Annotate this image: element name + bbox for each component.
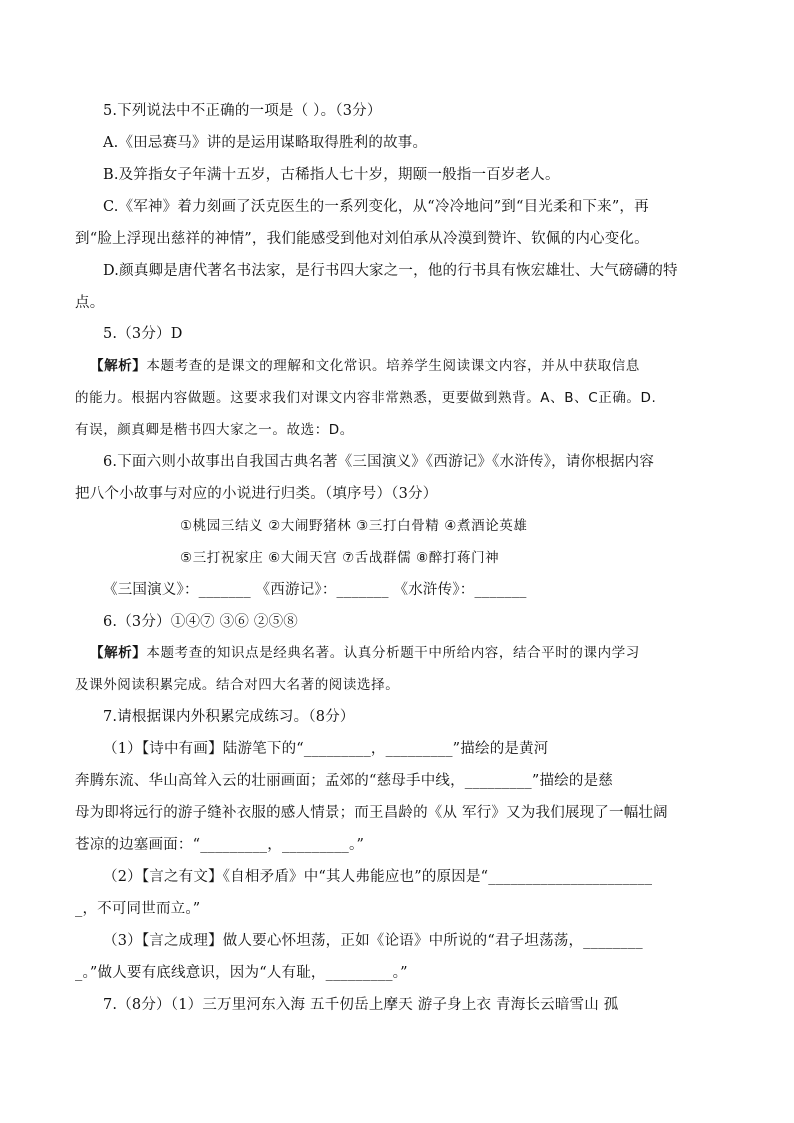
q7-part-1-line-3: 母为即将远行的游子缝补衣服的感人情景；而王昌龄的《从 军行》又为我们展现了一幅壮阔 [75,805,668,821]
q7-answer: 7.（8分）（1）三万里河东入海 五千仞岳上摩天 游子身上衣 青海长云暗雪山 孤 [103,997,619,1013]
question-7: 7.请根据课内外积累完成练习。（8分） [103,709,355,725]
q6-stories-row-1: ①桃园三结义 ②大闹野猪林 ③三打白骨精 ④煮酒论英雄 [180,518,528,534]
q6-analysis-line-1: 【解析】本题考查的知识点是经典名著。认真分析题干中所给内容，结合平时的课内学习 [90,645,640,661]
q7-part-1-line-1: （1）【诗中有画】陆游笔下的“_________，_________”描绘的是黄河 [103,741,549,757]
q5-option-a: A.《田忌赛马》讲的是运用谋略取得胜利的故事。 [103,135,428,151]
question-5: 5.下列说法中不正确的一项是（ ）。（3分） [103,103,382,119]
q6-answer: 6.（3分）①④⑦ ③⑥ ②⑤⑧ [103,614,298,630]
q7-part-3-line-2: _。”做人要有底线意识，因为“人有耻，_________。” [75,965,408,981]
q5-option-c-line-2: 到“脸上浮现出慈祥的神情”，我们能感受到他对刘伯承从冷漠到赞许、钦佩的内心变化。 [75,231,649,247]
q5-option-b: B.及笄指女子年满十五岁，古稀指人七十岁，期颐一般指一百岁老人。 [103,167,560,183]
q5-option-d-line-2: 点。 [75,295,105,311]
q7-part-2-line-2: _，不可同世而立。” [75,901,201,917]
q7-part-3-line-1: （3）【言之成理】做人要心怀坦荡，正如《论语》中所说的“君子坦荡荡，________ [103,933,643,949]
q5-analysis-line-3: 有误，颜真卿是楷书四大家之一。故选：D。 [75,422,354,438]
q5-analysis-line-2: 的能力。根据内容做题。这要求我们对课文内容非常熟悉，更要做到熟背。A、B、C正确。D. [75,390,657,406]
question-6-line-1: 6.下面六则小故事出自我国古典名著《三国演义》《西游记》《水浒传》，请你根据内容 [103,454,655,470]
q6-stories-row-2: ⑤三打祝家庄 ⑥大闹天宫 ⑦舌战群儒 ⑧醉打蒋门神 [180,550,500,566]
analysis-tag: 【解析】 [90,645,147,661]
q6-analysis-line-2: 及课外阅读积累完成。结合对四大名著的阅读选择。 [75,677,400,693]
question-6-line-2: 把八个小故事与对应的小说进行归类。（填序号）（3分） [75,486,438,502]
q5-analysis-line-1: 【解析】本题考查的是课文的理解和文化常识。培养学生阅读课文内容，并从中获取信息 [90,358,640,374]
q5-answer: 5.（3分）D [103,326,183,342]
analysis-tag: 【解析】 [90,358,147,374]
q7-part-1-line-2: 奔腾东流、华山高耸入云的壮丽画面；孟郊的“慈母手中线，_________”描绘的是慈 [75,773,613,789]
q7-part-2-line-1: （2）【言之有文】《自相矛盾》中“其人弗能应也”的原因是“______________________ [103,869,653,885]
q5-option-d-line-1: D.颜真卿是唐代著名书法家，是行书四大家之一，他的行书具有恢宏雄壮、大气磅礴的特 [103,263,678,279]
q7-part-1-line-4: 苍凉的边塞画面：“_________，_________。” [75,837,365,853]
q5-option-c-line-1: C.《军神》着力刻画了沃克医生的一系列变化，从“冷冷地问”到“目光柔和下来”，再 [103,199,649,215]
q6-answer-blanks: 《三国演义》：_______ 《西游记》：_______ 《水浒传》：_______ [103,582,527,598]
